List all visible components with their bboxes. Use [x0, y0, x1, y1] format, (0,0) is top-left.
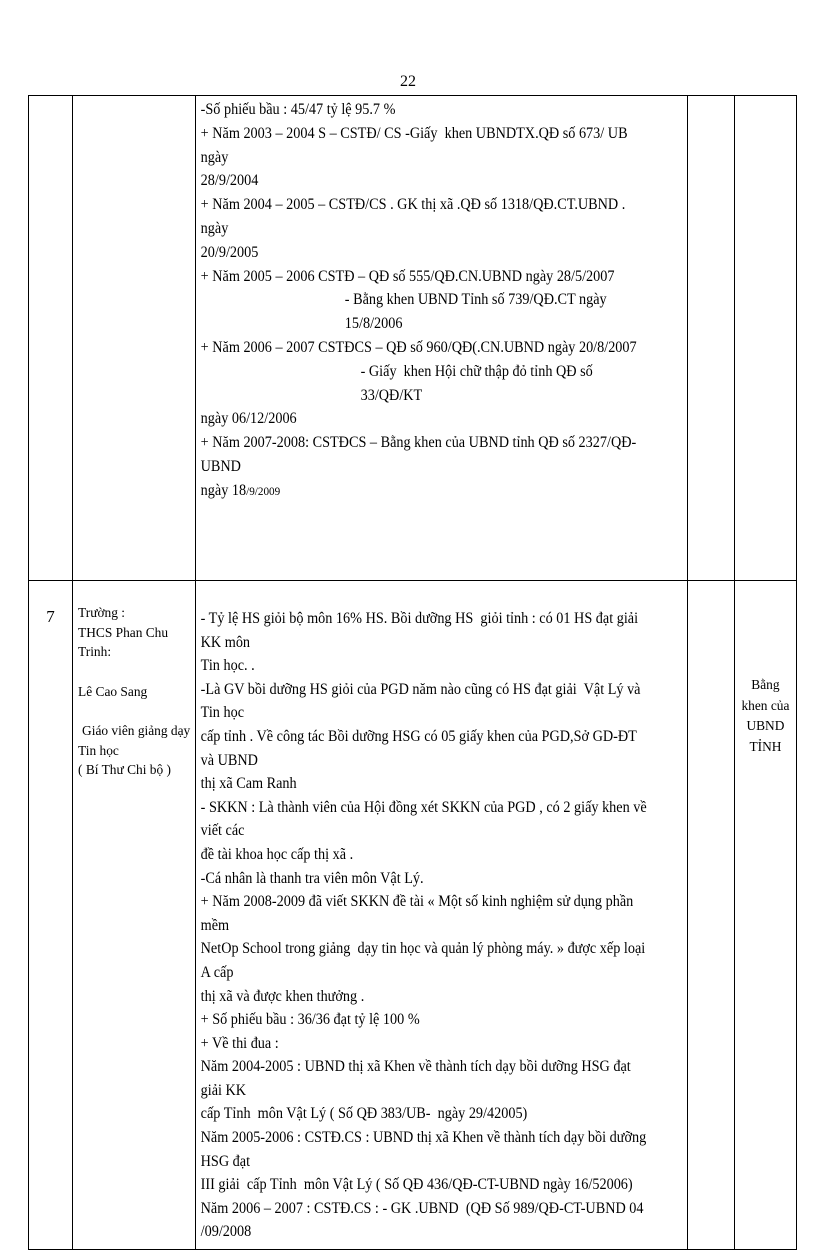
content-line: Tin học. . [200, 657, 255, 675]
school-label: Trường : [78, 605, 126, 620]
row-number-cell [29, 96, 73, 581]
school-name-cont: Trinh: [78, 644, 112, 659]
party-role: ( Bí Thư Chi bộ ) [78, 762, 171, 777]
content-line: thị xã và được khen thưởng . [200, 987, 365, 1005]
name-cell [73, 96, 196, 581]
name-cell [73, 581, 196, 1250]
content-line: + Năm 2008-2009 đã viết SKKN đề tài « Một số kinh nghiệm sử dụng phần mềm [200, 893, 638, 934]
content-line [201, 479, 649, 504]
table-row [29, 581, 797, 1250]
person-name: Lê Cao Sang [78, 683, 148, 699]
content-line: -Số phiếu bầu : 45/47 tỷ lệ 95.7 % [200, 101, 396, 118]
content-line: 20/9/2005 [200, 243, 259, 261]
content-line: ngày 06/12/2006 [200, 410, 297, 428]
content-line: + Năm 2005 – 2006 CSTĐ – QĐ số 555/QĐ.CN.UBND ngày 28/5/2007 [200, 267, 615, 285]
content-line: + Năm 2004 – 2005 – CSTĐ/CS . GK thị xã .QĐ số 1318/QĐ.CT.UBND . ngày [200, 196, 630, 237]
content-line: Năm 2005-2006 : CSTĐ.CS : UBND thị xã Khen về thành tích dạy bồi dưỡng HSG đạt [200, 1129, 650, 1170]
award-table [28, 95, 797, 1250]
content-line: đề tài khoa học cấp thị xã . [200, 845, 354, 863]
content-line: - Bằng khen UBND Tỉnh số 739/QĐ.CT ngày 15/8/2006 [345, 291, 611, 333]
content-line: thị xã Cam Ranh [200, 775, 297, 793]
content-line: - Giấy khen Hội chữ thập đỏ tỉnh QĐ số 33/QĐ/KT [360, 362, 597, 404]
content-line: + Năm 2003 – 2004 S – CSTĐ/ CS -Giấy khen UBNDTX.QĐ số 673/ UB ngày [200, 124, 632, 166]
content-line: - Tỷ lệ HS giỏi bộ môn 16% HS. Bồi dưỡng HS giỏi tỉnh : có 01 HS đạt giải KK môn [200, 610, 642, 651]
school-name: THCS Phan Chu [78, 624, 169, 640]
content-line: - SKKN : Là thành viên của Hội đồng xét SKKN của PGD , có 2 giấy khen về viết các [200, 798, 651, 840]
content-line: + Số phiếu bầu : 36/36 đạt tỷ lệ 100 % [200, 1011, 420, 1029]
content-line: -Là GV bồi dưỡng HS giỏi của PGD năm nào cũng có HS đạt giải Vật Lý và Tin học [200, 680, 645, 722]
award-cell [734, 581, 796, 1250]
content-line: + Năm 2007-2008: CSTĐCS – Bằng khen của UBND tỉnh QĐ số 2327/QĐ-UBND [200, 434, 637, 475]
content-line: cấp Tỉnh môn Vật Lý ( Số QĐ 383/UB- ngày 29/42005) [200, 1105, 528, 1123]
award-line: UBND [746, 718, 785, 733]
award-line: khen của [741, 697, 790, 713]
award-cell [734, 96, 796, 581]
content-line: + Về thi đua : [200, 1034, 279, 1052]
content-line: Năm 2004-2005 : UBND thị xã Khen về thành tích dạy bồi dưỡng HSG đạt giải KK [200, 1058, 635, 1099]
content-cell [196, 96, 688, 581]
row-number-cell: 7 [29, 581, 73, 1250]
blank-cell [687, 96, 734, 581]
position: Giáo viên giảng dạy [82, 723, 191, 738]
blank-cell [687, 581, 734, 1250]
award-line: TỈNH [749, 738, 782, 754]
award-line: Bằng [751, 677, 780, 692]
content-line: + Năm 2006 – 2007 CSTĐCS – QĐ số 960/QĐ(.CN.UBND ngày 20/8/2007 [200, 338, 637, 356]
content-line-prefix: ngày 18 [200, 481, 247, 499]
content-line: NetOp School trong giảng dạy tin học và quản lý phòng máy. » được xếp loại A cấp [200, 940, 649, 981]
content-line: 28/9/2004 [200, 172, 259, 190]
content-line: cấp tỉnh . Về công tác Bồi dưỡng HSG có 05 giấy khen của PGD,Sở GD-ĐT và UBND [200, 727, 641, 769]
content-line-suffix: /9/2009 [246, 483, 281, 498]
content-line: Năm 2006 – 2007 : CSTĐ.CS : - GK .UBND (QĐ Số 989/QĐ-CT-UBND 04 /09/2008 [200, 1199, 648, 1241]
content-line: III giải cấp Tỉnh môn Vật Lý ( Số QĐ 436/QĐ-CT-UBND ngày 16/52006) [200, 1176, 633, 1194]
content-line: -Cá nhân là thanh tra viên môn Vật Lý. [200, 869, 424, 887]
subject: Tin học [78, 742, 119, 758]
table-row [29, 96, 797, 581]
content-cell [196, 581, 688, 1250]
page-number: 22 [400, 73, 416, 90]
